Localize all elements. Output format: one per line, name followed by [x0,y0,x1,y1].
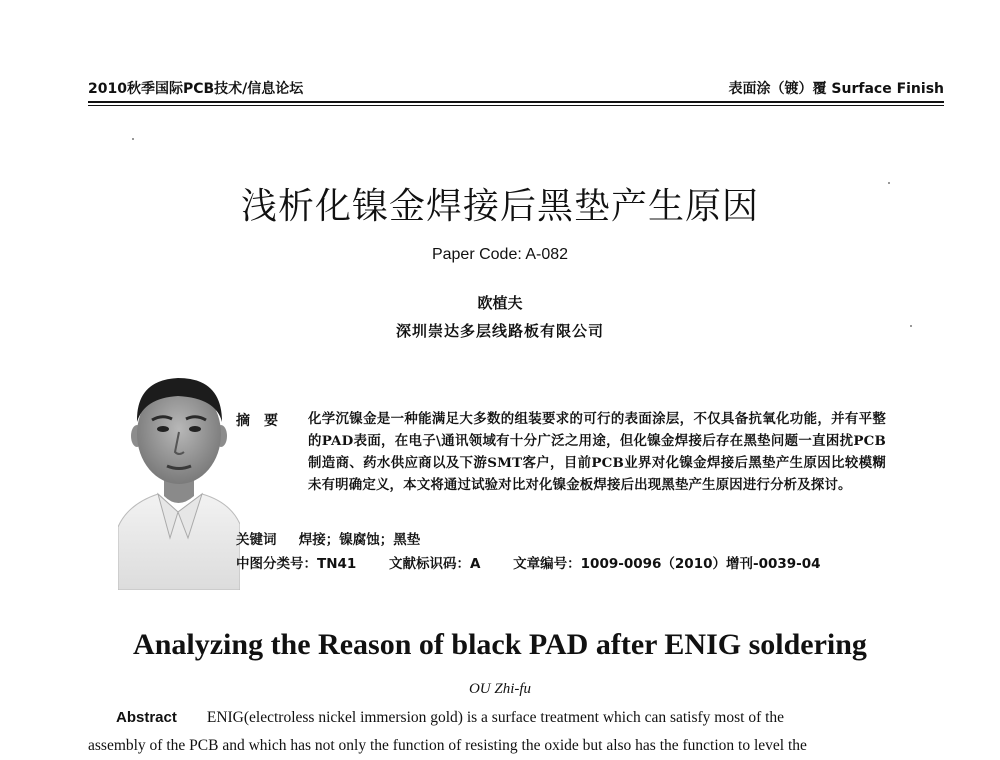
scan-speck [888,182,890,184]
title-chinese: 浅析化镍金焊接后黑垫产生原因 [240,186,759,227]
abstract-label-english: Abstract [116,709,177,726]
author-photo [118,362,240,590]
author-chinese: 欧植夫 [477,294,523,312]
abstract-text-chinese: 化学沉镍金是一种能满足大多数的组装要求的可行的表面涂层，不仅具备抗氧化功能，并有平整的PAD表面，在电子\通讯领域有十分广泛之用途，但化镍金焊接后存在黑垫问题一直困扰PCB制造商、药水供应商以及下游SMT客户，目前PCB业界对化镍金焊接后黑垫产生原因比较模糊未有明确定义，本文将通过试验对比对化镍金板焊接后出现黑垫产生原因进行分析及探讨。 [308,411,886,493]
article-number: 文章编号：1009-0096（2010）增刊-0039-04 [513,556,821,572]
header-rule-thin [88,105,944,106]
header-rule-thick [88,101,944,103]
affiliation-chinese: 深圳崇达多层线路板有限公司 [395,322,604,340]
author-english: OU Zhi-fu [468,681,532,697]
abstract-english-line-2: assembly of the PCB and which has not only the function of resisting the oxide but also has the function to level the [88,737,807,754]
clc-number: 中图分类号：TN41 [236,556,357,572]
title-english: Analyzing the Reason of black PAD after ENIG soldering [133,628,867,661]
abstract-english-text-1: ENIG(electroless nickel immersion gold) is a surface treatment which can satisfy most of the [206,709,785,726]
running-header [88,78,944,100]
header-forum-name: 2010秋季国际PCB技术/信息论坛 [88,81,304,97]
document-code: 文献标识码：A [389,556,481,572]
scan-speck [910,325,912,327]
keywords-line [236,528,420,548]
abstract-english-line-1 [88,704,944,732]
keywords-label: 关键词 [236,532,277,548]
classification-line [236,552,849,572]
scan-speck [132,138,134,140]
header-section-name: 表面涂（镀）覆 Surface Finish [728,81,944,97]
abstract-label-chinese: 摘要 [236,413,292,429]
keywords-text: 焊接；镍腐蚀；黑垫 [298,532,421,548]
abstract-english [88,704,944,760]
paper-code: Paper Code: A-082 [431,246,569,263]
